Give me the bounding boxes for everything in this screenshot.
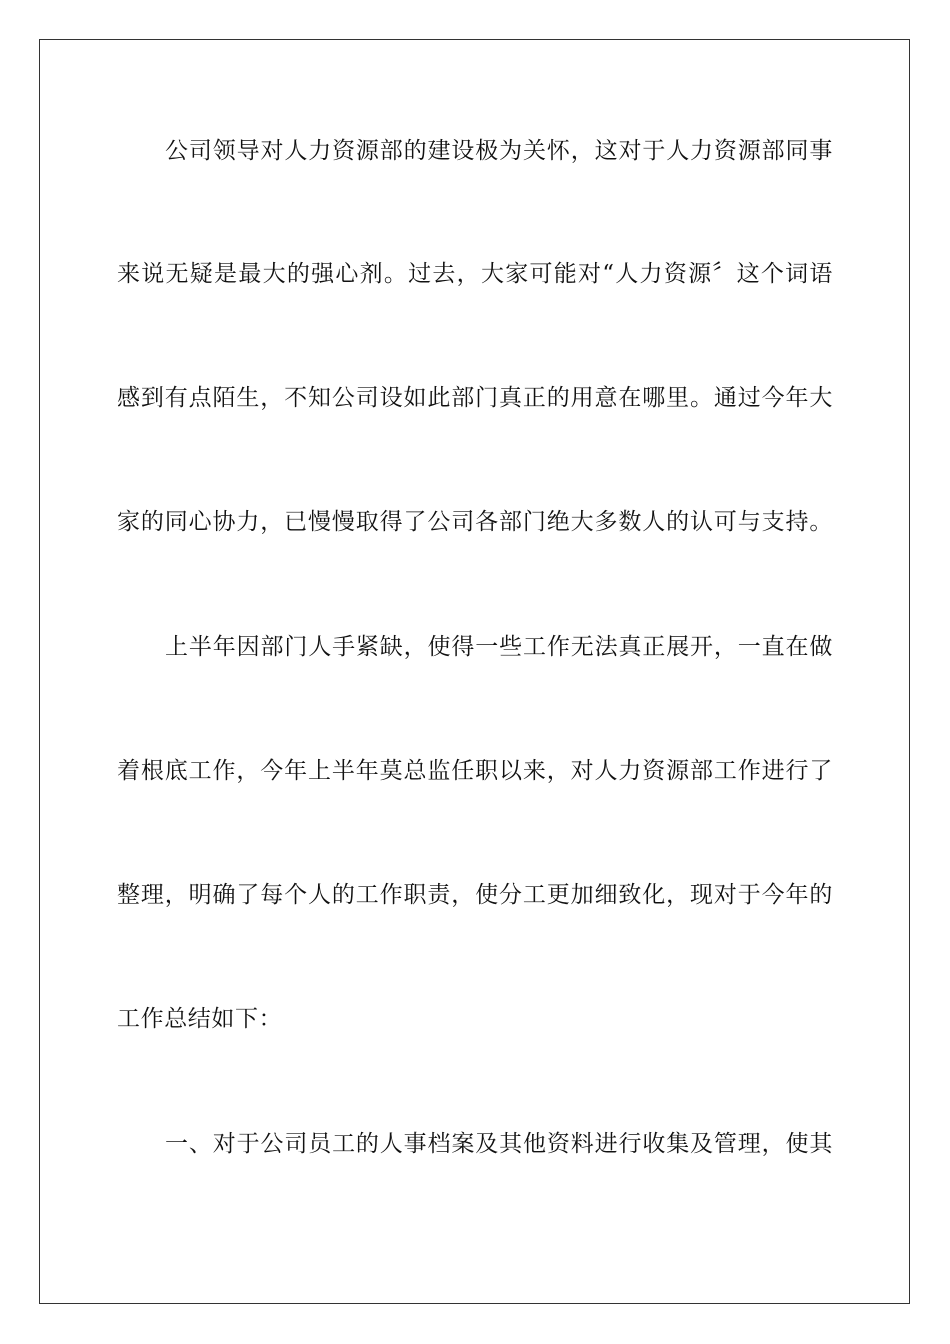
paragraph-2-line-2: 着根底工作，今年上半年莫总监任职以来，对人力资源部工作进行了 bbox=[117, 758, 833, 784]
page-border bbox=[39, 39, 910, 1304]
paragraph-2-line-4: 工作总结如下： bbox=[117, 1006, 283, 1032]
paragraph-1-line-2: 来说无疑是最大的强心剂。过去，大家可能对“人力资源〞这个词语 bbox=[117, 261, 833, 287]
paragraph-1-line-4: 家的同心协力，已慢慢取得了公司各部门绝大多数人的认可与支持。 bbox=[117, 509, 833, 535]
paragraph-1-line-3: 感到有点陌生，不知公司设如此部门真正的用意在哪里。通过今年大 bbox=[117, 385, 833, 411]
paragraph-2-line-1: 上半年因部门人手紧缺，使得一些工作无法真正展开，一直在做 bbox=[165, 634, 833, 660]
paragraph-3-line-1: 一、对于公司员工的人事档案及其他资料进行收集及管理，使其 bbox=[165, 1131, 833, 1157]
paragraph-1-line-1: 公司领导对人力资源部的建设极为关怀，这对于人力资源部同事 bbox=[165, 138, 833, 164]
paragraph-2-line-3: 整理，明确了每个人的工作职责，使分工更加细致化，现对于今年的 bbox=[117, 882, 833, 908]
